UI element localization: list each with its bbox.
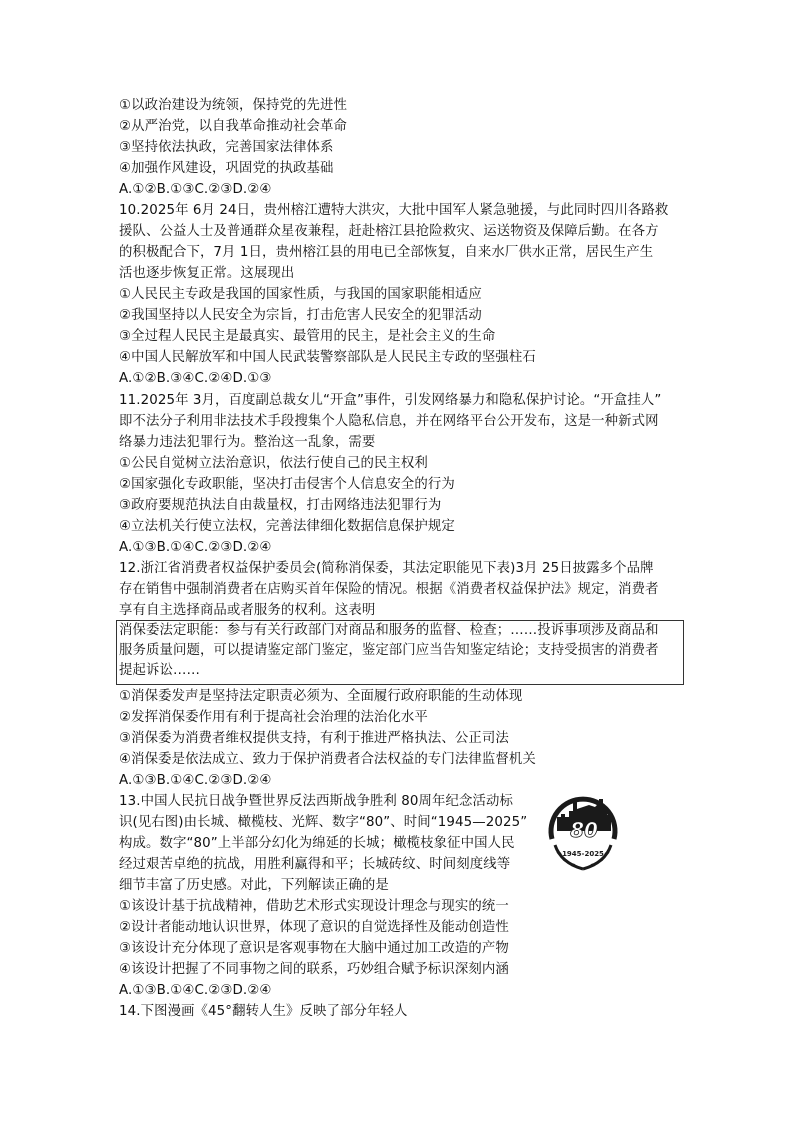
q9-option-2: ②从严治党，以自我革命推动社会革命 xyxy=(119,119,347,134)
q10-stem-line: 的积极配合下，7月 1日，贵州榕江县的用电已全部恢复，自来水厂供水正常，居民生产生 xyxy=(119,245,654,260)
q10-answers: A.①②B.③④C.②④D.①③ xyxy=(119,371,272,386)
q13-option-1: ①该设计基于抗战精神，借助艺术形式实现设计理念与现实的统一 xyxy=(119,899,509,914)
q11-option-2: ②国家强化专政职能，坚决打击侵害个人信息安全的行为 xyxy=(119,477,455,492)
q13-stem-line: 13.中国人民抗日战争暨世界反法西斯战争胜利 80周年纪念活动标 xyxy=(119,794,513,809)
q12-box-line: 服务质量问题，可以提请鉴定部门鉴定，鉴定部门应当告知鉴定结论；支持受损害的消费者 xyxy=(119,643,659,658)
emblem-number: 80 xyxy=(570,818,598,842)
q10-stem-line: 援队、公益人士及普通群众星夜兼程，赶赴榕江县抢险救灾、运送物资及保障后勤。在各方 xyxy=(119,224,659,239)
q13-stem-line: 经过艰苦卓绝的抗战，用胜利赢得和平；长城砖纹、时间刻度线等 xyxy=(119,857,511,872)
q12-option-2: ②发挥消保委作用有利于提高社会治理的法治化水平 xyxy=(119,710,428,725)
q10-option-1: ①人民民主专政是我国的国家性质，与我国的国家职能相适应 xyxy=(119,287,482,302)
q11-option-1: ①公民自觉树立法治意识，依法行使自己的民主权利 xyxy=(119,456,428,471)
q12-option-3: ③消保委为消费者维权提供支持，有利于推进严格执法、公正司法 xyxy=(119,731,509,746)
q10-stem-line: 活也逐步恢复正常。这展现出 xyxy=(119,266,295,281)
q11-stem-line: 即不法分子利用非法技术手段搜集个人隐私信息，并在网络平台公开发布，这是一种新式网 xyxy=(119,414,659,429)
q11-stem-line: 11.2025年 3月，百度副总裁女儿“开盒”事件，引发网络暴力和隐私保护讨论。“开盒挂人” xyxy=(119,393,662,408)
q13-answers: A.①③B.①④C.②③D.②④ xyxy=(119,983,272,998)
q12-stem-line: 享有自主选择商品或者服务的权利。这表明 xyxy=(119,603,376,618)
anniversary-emblem xyxy=(543,787,623,877)
q12-option-4: ④消保委是依法成立、致力于保护消费者合法权益的专门法律监督机关 xyxy=(119,752,536,767)
q12-stem-line: 存在销售中强制消费者在店购买首年保险的情况。根据《消费者权益保护法》规定，消费者 xyxy=(119,582,659,597)
q12-stem-line: 12.浙江省消费者权益保护委员会(简称消保委，其法定职能见下表)3月 25日披露多个品牌 xyxy=(119,561,654,576)
q14-stem: 14.下图漫画《45°翻转人生》反映了部分年轻人 xyxy=(119,1004,408,1019)
q9-option-1: ①以政治建设为统领，保持党的先进性 xyxy=(119,98,347,113)
q10-option-3: ③全过程人民民主是最真实、最管用的民主，是社会主义的生命 xyxy=(119,329,496,344)
q13-stem-line: 构成。数字“80”上半部分幻化为绵延的长城；橄榄枝象征中国人民 xyxy=(119,836,515,851)
q9-answers: A.①②B.①③C.②③D.②④ xyxy=(119,182,272,197)
q9-option-3: ③坚持依法执政，完善国家法律体系 xyxy=(119,140,334,155)
q11-option-3: ③政府要规范执法自由裁量权，打击网络违法犯罪行为 xyxy=(119,498,442,513)
q10-option-2: ②我国坚持以人民安全为宗旨，打击危害人民安全的犯罪活动 xyxy=(119,308,482,323)
q10-option-4: ④中国人民解放军和中国人民武装警察部队是人民民主专政的坚强柱石 xyxy=(119,350,536,365)
q13-stem-line: 识(见右图)由长城、橄榄枝、光辉、数字“80”、时间“1945—2025” xyxy=(119,815,528,830)
q11-answers: A.①③B.①④C.②③D.②④ xyxy=(119,540,272,555)
q13-stem-line: 细节丰富了历史感。对此，下列解读正确的是 xyxy=(119,878,389,893)
q12-box-line: 消保委法定职能：参与有关行政部门对商品和服务的监督、检查；……投诉事项涉及商品和 xyxy=(119,623,659,638)
emblem-years: 1945-2025 xyxy=(562,850,604,858)
q12-answers: A.①③B.①④C.②③D.②④ xyxy=(119,773,272,788)
q9-option-4: ④加强作风建设，巩固党的执政基础 xyxy=(119,161,334,176)
q13-option-3: ③该设计充分体现了意识是客观事物在大脑中通过加工改造的产物 xyxy=(119,941,509,956)
q11-option-4: ④立法机关行使立法权，完善法律细化数据信息保护规定 xyxy=(119,519,455,534)
q13-option-4: ④该设计把握了不同事物之间的联系，巧妙组合赋予标识深刻内涵 xyxy=(119,962,509,977)
q12-option-1: ①消保委发声是坚持法定职责必须为、全面履行政府职能的生动体现 xyxy=(119,689,523,704)
q10-stem-line: 10.2025年 6月 24日，贵州榕江遭特大洪灾，大批中国军人紧急驰援，与此同时四川各路救 xyxy=(119,203,669,218)
q11-stem-line: 络暴力违法犯罪行为。整治这一乱象，需要 xyxy=(119,435,376,450)
q13-option-2: ②设计者能动地认识世界，体现了意识的自觉选择性及能动创造性 xyxy=(119,920,509,935)
q12-box-line: 提起诉讼…… xyxy=(119,663,200,678)
